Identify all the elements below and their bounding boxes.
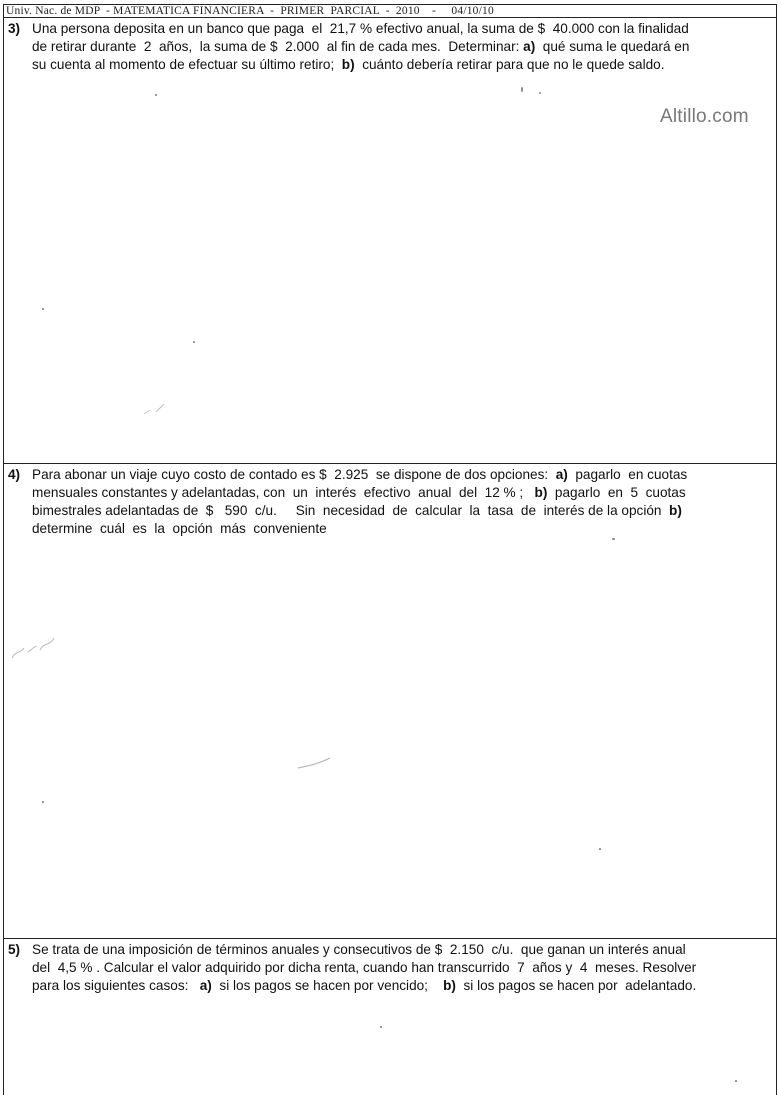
subpart-label: b) xyxy=(443,978,456,993)
subpart-label: b) xyxy=(341,57,355,72)
question-3-box xyxy=(4,19,776,464)
text-run: cuánto debería retirar para que no le quede saldo. xyxy=(354,57,665,72)
question-line xyxy=(8,502,772,520)
text-run: si los pagos se hacen por adelantado. xyxy=(455,978,697,993)
pencil-scribble xyxy=(142,400,172,420)
text-run: bimestrales adelantadas de $ 590 c/u. Sin necesidad de calcular la tasa de interés de la opción xyxy=(32,503,670,518)
text-run: qué suma le quedará en xyxy=(535,39,690,54)
scan-speck xyxy=(193,341,195,343)
question-line xyxy=(8,20,772,38)
scan-speck xyxy=(42,801,44,803)
text-run: del 4,5 % . Calcular el valor adquirido por dicha renta, cuando han transcurrido 7 años y 4 meses. Resolver xyxy=(32,960,697,975)
question-4-box xyxy=(4,465,776,939)
question-4-number: 4) xyxy=(8,467,21,482)
scan-speck xyxy=(735,1080,737,1082)
question-line xyxy=(8,466,772,484)
pencil-scribble xyxy=(296,756,336,772)
text-run: de retirar durante 2 años, la suma de $ 2.000 al fin de cada mes. Determinar: xyxy=(32,39,524,54)
question-3-number: 3) xyxy=(8,21,21,36)
text-run: Una persona deposita en un banco que paga el 21,7 % efectivo anual, la suma de $ 40.000 con la finalidad xyxy=(32,21,689,36)
exam-header: Univ. Nac. de MDP - MATEMATICA FINANCIERA - PRIMER PARCIAL - 2010 - 04/10/10 xyxy=(4,4,776,18)
subpart-label: b) xyxy=(534,485,548,500)
subpart-label: a) xyxy=(523,39,536,54)
text-run: si los pagos se hacen por vencido; xyxy=(211,978,444,993)
scan-speck xyxy=(539,92,541,94)
pencil-scribble xyxy=(6,628,66,668)
scan-speck xyxy=(155,94,157,96)
question-5-box xyxy=(4,940,776,1095)
subpart-label: a) xyxy=(199,978,212,993)
question-line xyxy=(8,484,772,502)
question-3-text xyxy=(8,20,772,74)
text-run: Se trata de una imposición de términos anuales y consecutivos de $ 2.150 c/u. que ganan un interés anual xyxy=(32,942,686,957)
question-line xyxy=(8,38,772,56)
text-run: su cuenta al momento de efectuar su último retiro; xyxy=(32,57,342,72)
subpart-label: a) xyxy=(555,467,568,482)
question-line xyxy=(8,977,772,995)
text-run: mensuales constantes y adelantadas, con un interés efectivo anual del 12 % ; xyxy=(32,485,535,500)
question-line xyxy=(8,520,772,538)
text-run: Para abonar un viaje cuyo costo de contado es $ 2.925 se dispone de dos opciones: xyxy=(32,467,556,482)
question-4-text xyxy=(8,466,772,538)
question-line xyxy=(8,959,772,977)
scan-speck xyxy=(599,848,601,850)
subpart-label: b) xyxy=(669,503,682,518)
text-run: pagarlo en 5 cuotas xyxy=(547,485,686,500)
text-run: para los siguientes casos: xyxy=(32,978,200,993)
scan-speck xyxy=(612,538,615,540)
scan-speck xyxy=(42,308,44,310)
question-5-number: 5) xyxy=(8,942,21,957)
text-run: pagarlo en cuotas xyxy=(567,467,688,482)
text-run: determine cuál es la opción más conveniente xyxy=(32,521,327,536)
question-line xyxy=(8,56,772,74)
question-line xyxy=(8,941,772,959)
question-5-text xyxy=(8,941,772,995)
scan-speck xyxy=(521,87,523,92)
scan-speck xyxy=(380,1026,382,1028)
altillo-watermark: Altillo.com xyxy=(660,106,749,127)
